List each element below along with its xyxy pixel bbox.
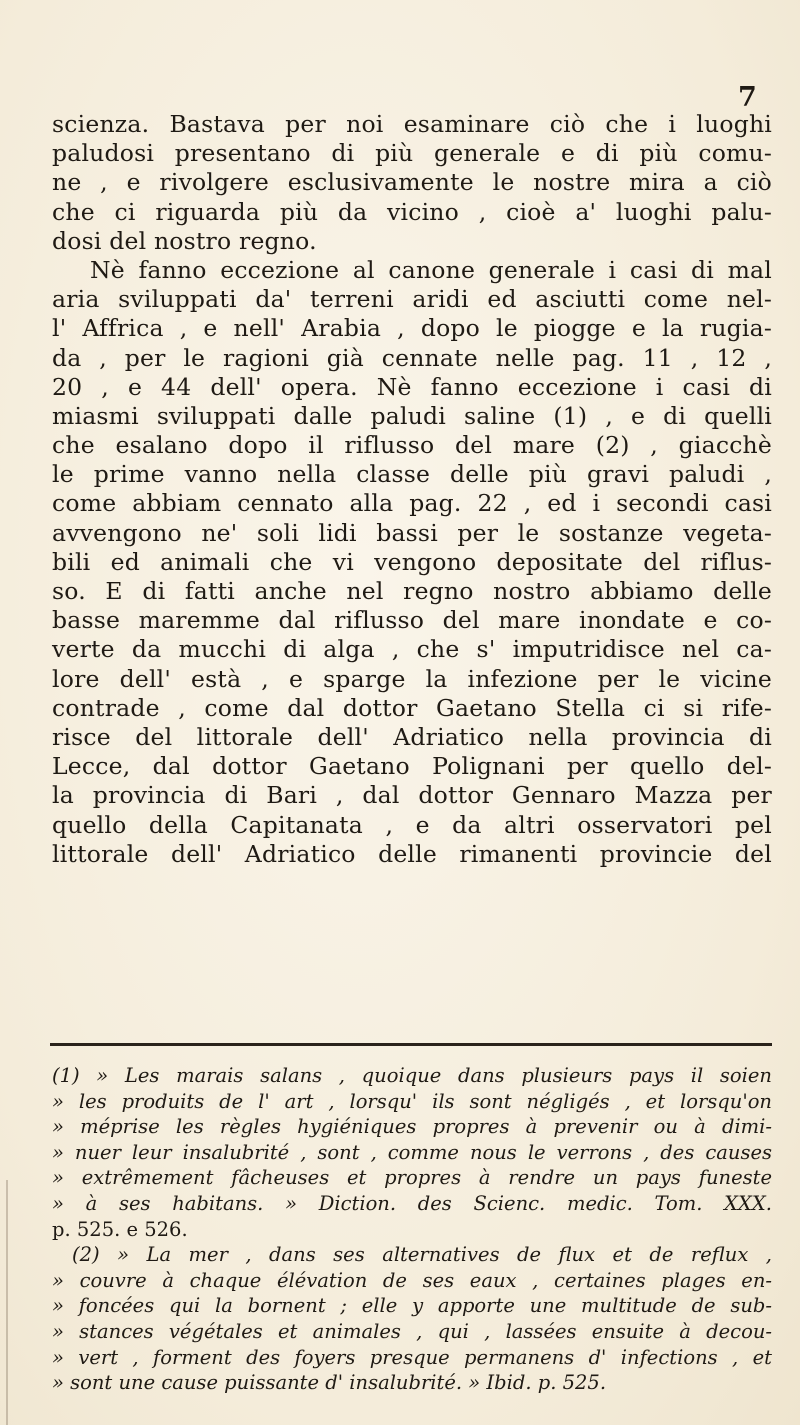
footnote-line: » à ses habitans. » Diction. des Scienc. medic. Tom. XXX.: [52, 1191, 772, 1215]
footnote-line: (2) » La mer , dans ses alternatives de flux et de reflux ,: [72, 1243, 772, 1267]
body-line: scienza. Bastava per noi esaminare ciò che i luoghi: [52, 110, 772, 138]
footnote-line: » sont une cause puissante d' insalubrité. » Ibid. p. 525.: [52, 1371, 607, 1395]
body-line: paludosi presentano di più generale e di più comu-: [52, 139, 772, 168]
footnote-line: » vert , forment des foyers presque permanens d' infections , et: [52, 1345, 772, 1369]
body-line: da , per le ragioni già cennate nelle pag. 11 , 12 ,: [52, 343, 772, 372]
body-line: so. E di fatti anche nel regno nostro abbiamo delle: [52, 577, 772, 605]
footnote-line: » les produits de l' art , lorsqu' ils sont négligés , et lorsqu'on: [52, 1089, 772, 1113]
footnote-line: » nuer leur insalubrité , sont , comme nous le verrons , des causes: [52, 1140, 772, 1164]
body-line: come abbiam cennato alla pag. 22 , ed i secondi casi: [52, 489, 772, 518]
body-line: le prime vanno nella classe delle più gravi paludi ,: [52, 460, 772, 489]
body-line: dosi del nostro regno.: [52, 226, 317, 255]
body-line: lore dell' està , e sparge la infezione per le vicine: [52, 664, 772, 693]
body-line: risce del littorale dell' Adriatico nella provincia di: [52, 722, 772, 751]
footnote-divider: [50, 1043, 772, 1046]
body-line: che esalano dopo il riflusso del mare (2) , giacchè: [52, 431, 772, 460]
footnote-line: (1) » Les marais salans , quoique dans plusieurs pays il soien: [52, 1064, 772, 1087]
body-line: aria sviluppati da' terreni aridi ed asciutti come nel-: [52, 285, 772, 314]
page-fold-shadow: [6, 1180, 8, 1425]
body-line: Lecce, dal dottor Gaetano Polignani per quello del-: [52, 752, 772, 781]
body-line: che ci riguarda più da vicino , cioè a' luoghi palu-: [52, 197, 772, 226]
body-line: l' Affrica , e nell' Arabia , dopo le piogge e la rugia-: [52, 314, 772, 343]
body-line: quello della Capitanata , e da altri osservatori pel: [52, 810, 772, 839]
body-line: ne , e rivolgere esclusivamente le nostre mira a ciò: [52, 168, 772, 197]
body-line: miasmi sviluppati dalle paludi saline (1) , e di quelli: [52, 401, 772, 430]
footnote-line: » foncées qui la bornent ; elle y apporte une multitude de sub-: [52, 1294, 772, 1318]
body-line: basse maremme dal riflusso del mare inondate e co-: [52, 606, 772, 635]
body-line: bili ed animali che vi vengono depositate del riflus-: [52, 547, 772, 576]
body-line: la provincia di Bari , dal dottor Gennaro Mazza per: [52, 781, 772, 810]
footnote-line: » méprise les règles hygiéniques propres à prevenir ou à dimi-: [52, 1115, 772, 1139]
body-line: contrade , come dal dottor Gaetano Stella ci si rife-: [52, 693, 772, 722]
footnote-line: » stances végétales et animales , qui , lassées ensuite à decou-: [52, 1319, 772, 1343]
body-text: [52, 110, 772, 869]
body-line: avvengono ne' soli lidi bassi per le sostanze vegeta-: [52, 518, 772, 547]
body-line: verte da mucchi di alga , che s' imputridisce nel ca-: [52, 635, 772, 664]
body-line: Nè fanno eccezione al canone generale i casi di mal: [90, 255, 772, 284]
page-number: 7: [738, 82, 757, 113]
footnote-line: » extrêmement fâcheuses et propres à rendre un pays funeste: [52, 1166, 772, 1190]
footnote-line: p. 525. e 526.: [52, 1217, 188, 1241]
footnotes: [52, 1063, 772, 1396]
body-line: 20 , e 44 dell' opera. Nè fanno eccezione i casi di: [52, 372, 772, 401]
body-line: littorale dell' Adriatico delle rimanenti provincie del: [52, 839, 772, 868]
footnote-line: » couvre à chaque élévation de ses eaux , certaines plages en-: [52, 1268, 772, 1292]
